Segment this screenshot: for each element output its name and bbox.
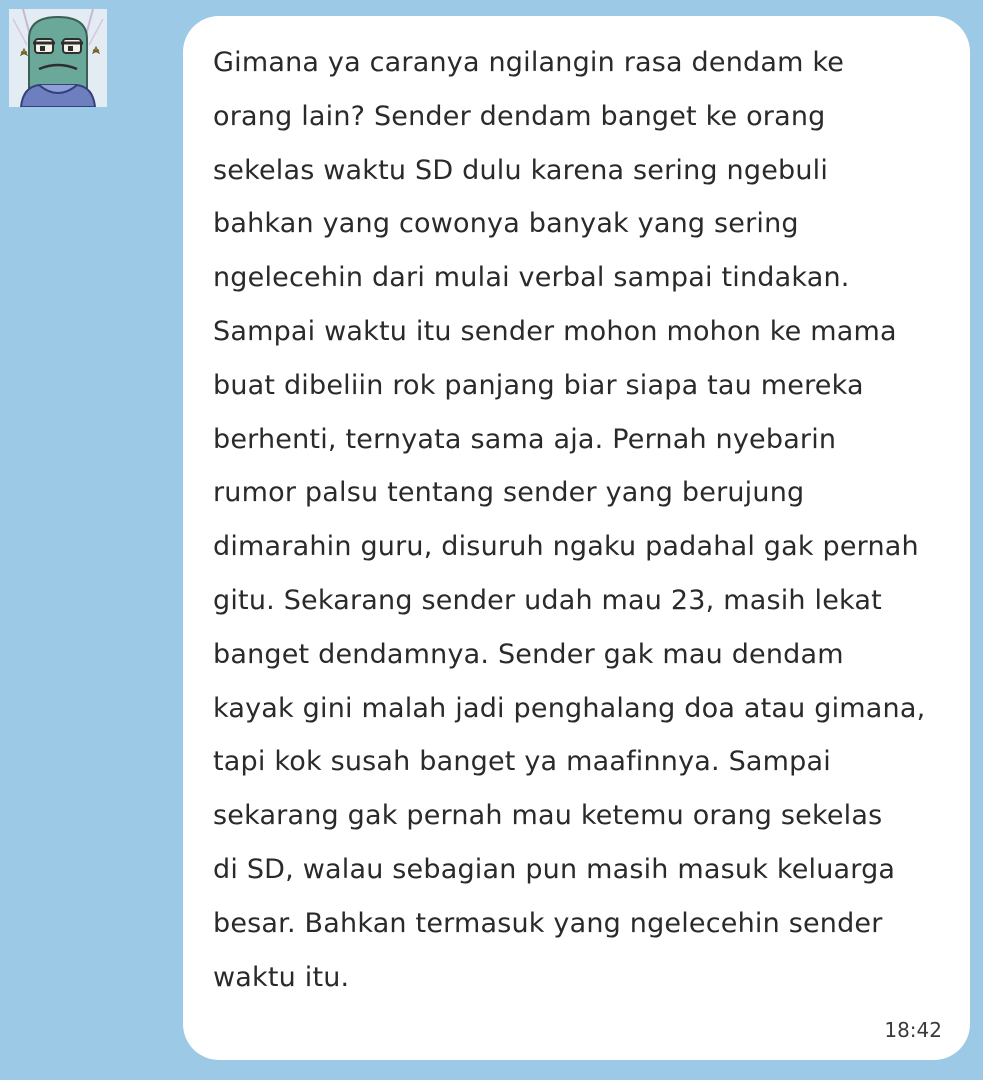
message-line: dimarahin guru, disuruh ngaku padahal gak pernah [213,531,919,563]
message-line: gitu. Sekarang sender udah mau 23, masih lekat [213,584,882,616]
message-line: di SD, walau sebagian pun masih masuk keluarga [213,853,896,885]
message-line: Sampai waktu itu sender mohon mohon ke mama [213,315,897,347]
message-line: banget dendamnya. Sender gak mau dendam [213,638,844,670]
message-line: orang lain? Sender dendam banget ke orang [213,100,826,132]
message-bubble[interactable] [183,16,970,1060]
message-line: bahkan yang cowonya banyak yang sering [213,208,799,240]
message-text [213,36,953,1004]
message-line: tapi kok susah banget ya maafinnya. Sampai [213,746,831,778]
message-line: ngelecehin dari mulai verbal sampai tindakan. [213,262,850,294]
message-line: waktu itu. [213,961,350,993]
cartoon-character-avatar-icon [9,9,107,107]
message-timestamp: 18:42 [884,1018,942,1042]
message-line: sekarang gak pernah mau ketemu orang sekelas [213,800,883,832]
message-line: buat dibeliin rok panjang biar siapa tau mereka [213,369,864,401]
message-line: Gimana ya caranya ngilangin rasa dendam ke [213,47,845,78]
message-line: besar. Bahkan termasuk yang ngelecehin sender [213,907,883,939]
message-line: berhenti, ternyata sama aja. Pernah nyebarin [213,423,837,455]
message-line: sekelas waktu SD dulu karena sering ngebuli [213,154,829,186]
sender-avatar[interactable] [9,9,107,107]
message-line: rumor palsu tentang sender yang berujung [213,477,805,509]
message-line: kayak gini malah jadi penghalang doa atau gimana, [213,692,926,724]
